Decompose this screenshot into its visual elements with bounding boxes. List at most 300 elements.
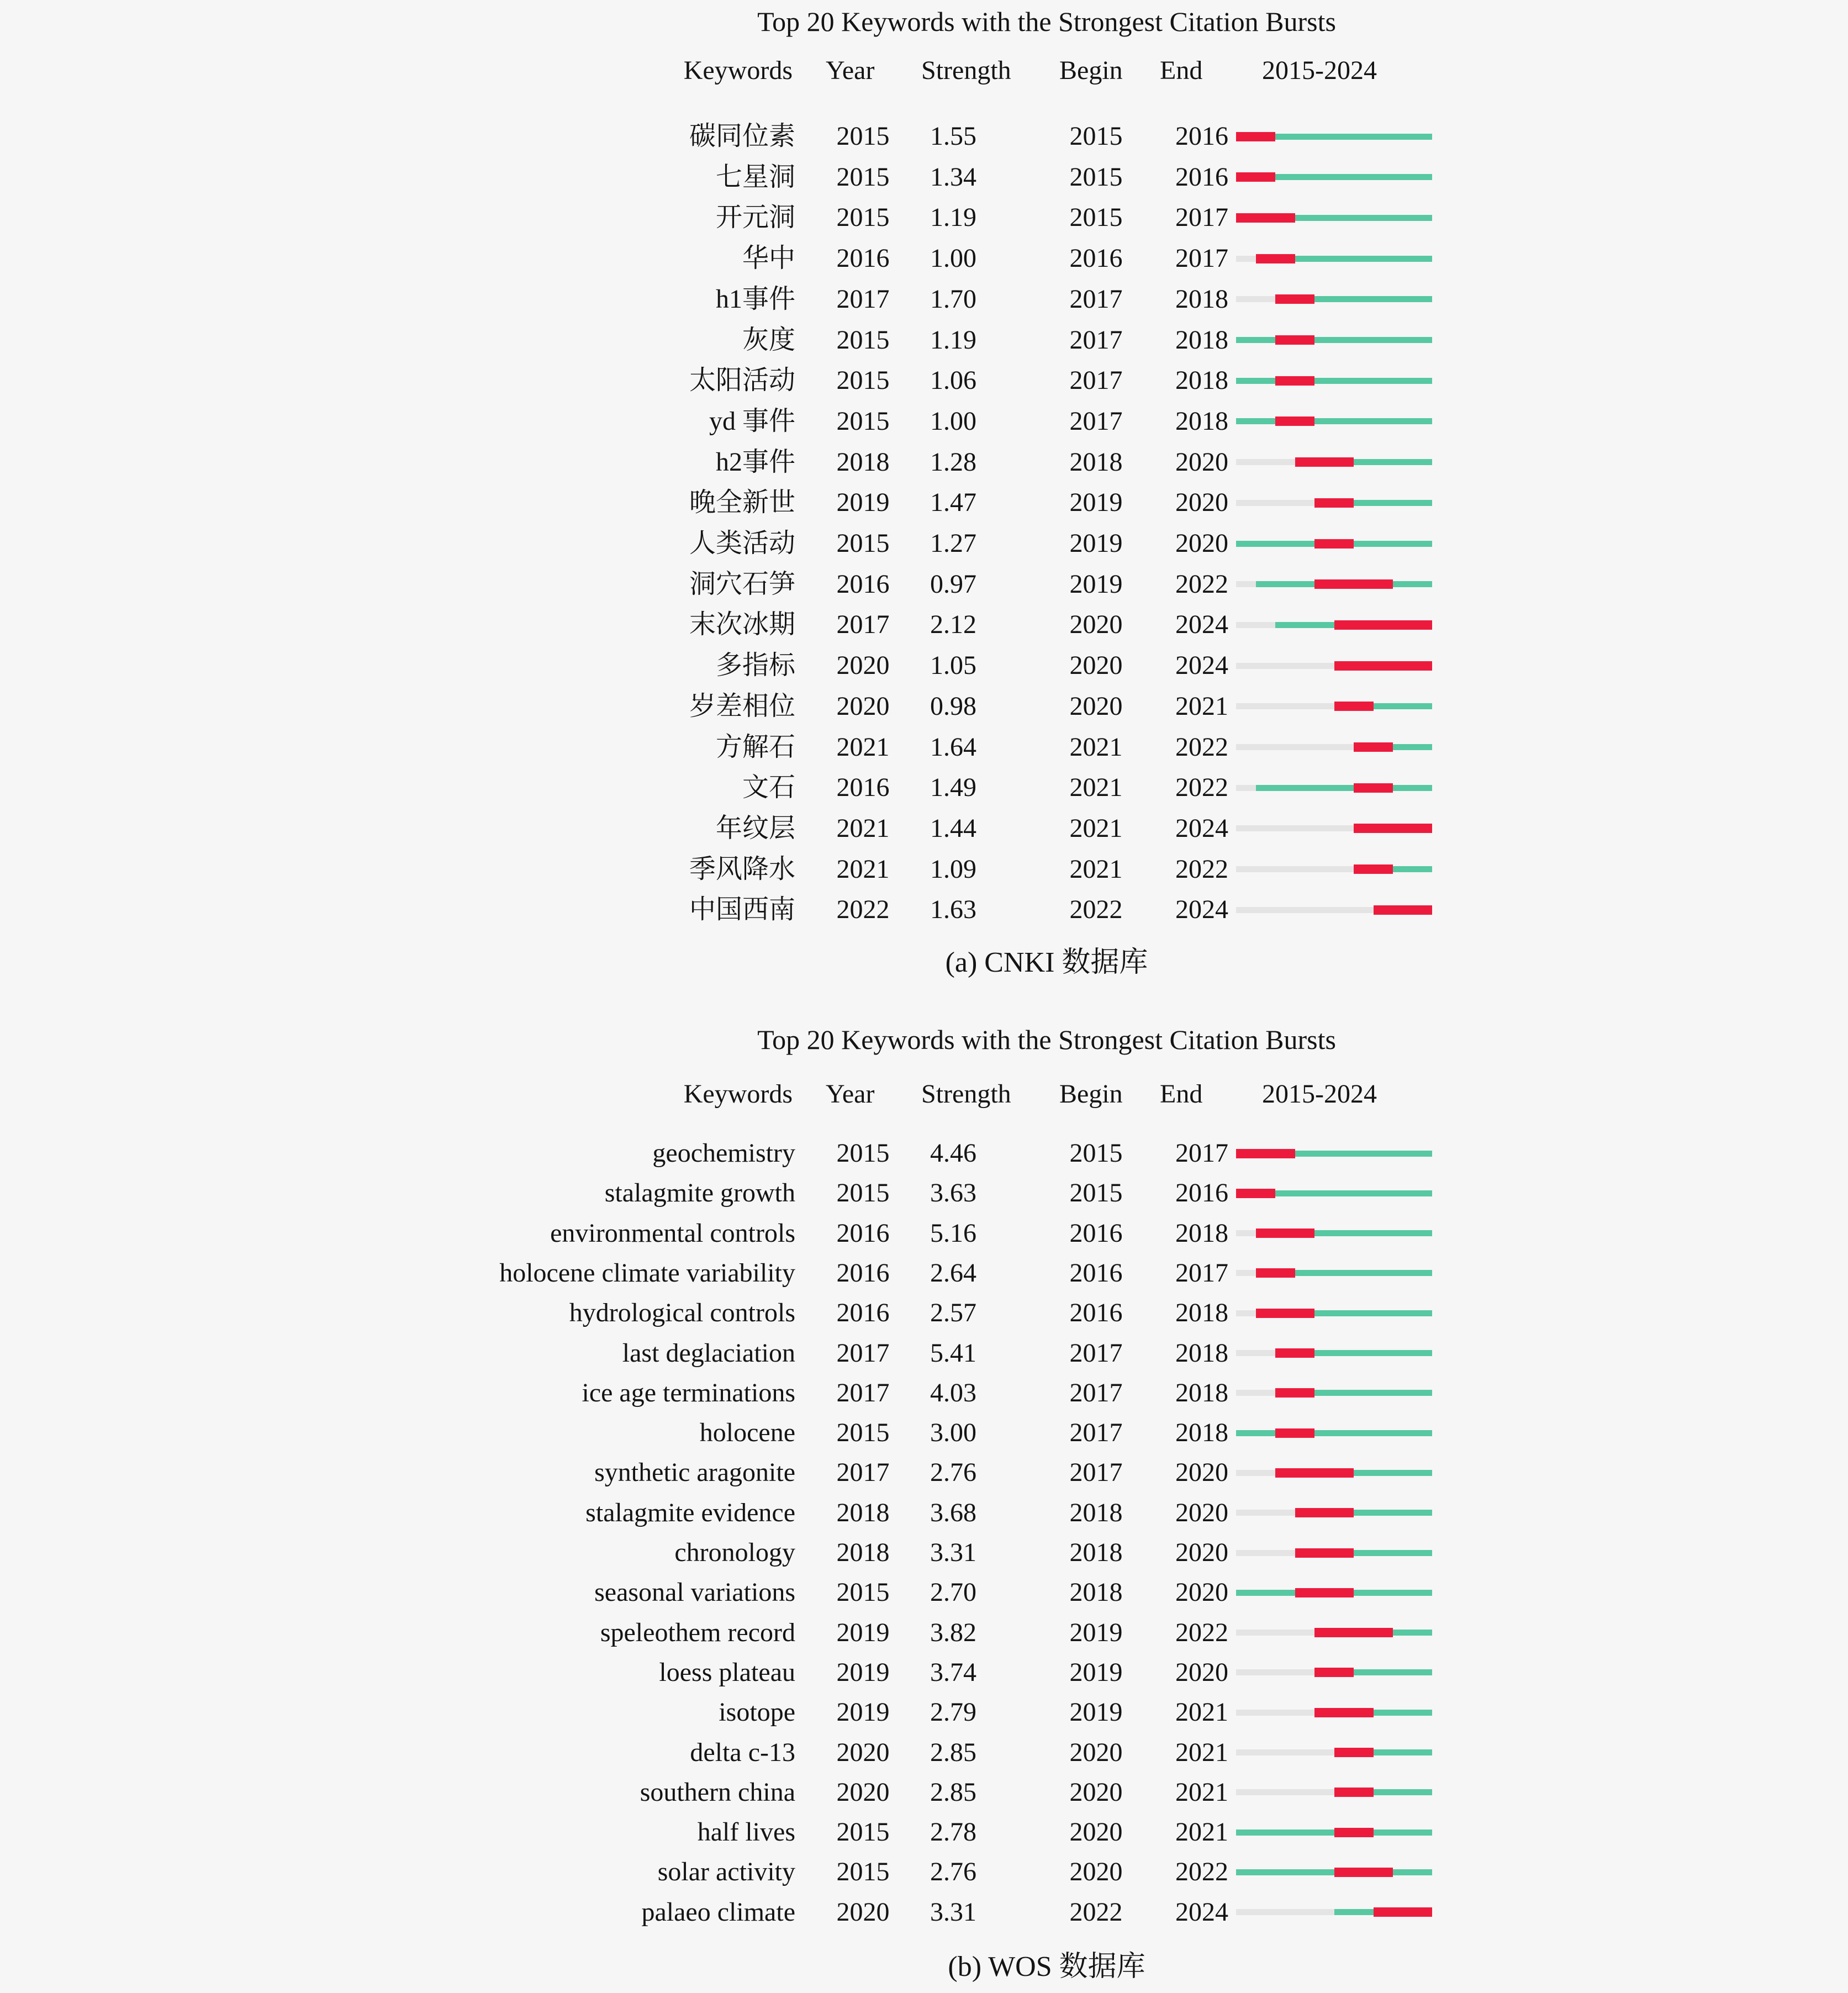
pre-appearance-segment <box>1314 663 1334 669</box>
keyword-cell: half lives <box>697 1817 795 1847</box>
burst-segment <box>1354 1708 1374 1717</box>
active-segment <box>1256 1430 1276 1436</box>
active-segment <box>1374 134 1393 140</box>
keyword-cell: synthetic aragonite <box>594 1458 795 1488</box>
active-segment <box>1393 541 1413 547</box>
panel-a-caption: (a) CNKI 数据库 <box>945 947 1148 978</box>
column-header-year: Year <box>826 1079 875 1109</box>
burst-segment <box>1256 1229 1276 1238</box>
strength-cell: 3.82 <box>930 1617 976 1647</box>
active-segment <box>1236 1829 1256 1836</box>
active-segment <box>1295 1151 1315 1157</box>
begin-cell: 2019 <box>1069 529 1123 558</box>
pre-appearance-segment <box>1314 1909 1334 1915</box>
year-cell: 2017 <box>836 610 890 640</box>
table-row <box>0 364 1848 397</box>
year-cell: 2015 <box>836 1817 890 1847</box>
year-cell: 2019 <box>836 1697 890 1727</box>
active-segment <box>1393 500 1413 506</box>
table-row <box>0 1576 1848 1609</box>
pre-appearance-segment <box>1295 1749 1315 1755</box>
active-segment <box>1334 1350 1354 1356</box>
pre-appearance-segment <box>1236 1310 1256 1316</box>
keyword-cell: 多指标 <box>715 651 795 681</box>
burst-segment <box>1354 702 1374 711</box>
active-segment <box>1413 1630 1433 1636</box>
active-segment <box>1314 1430 1334 1436</box>
year-cell: 2015 <box>836 203 890 233</box>
active-segment <box>1413 1230 1433 1236</box>
active-segment <box>1354 215 1374 221</box>
table-row <box>0 405 1848 438</box>
active-segment <box>1413 1550 1433 1556</box>
strength-cell: 1.05 <box>930 651 976 681</box>
active-segment <box>1354 1590 1374 1596</box>
pre-appearance-segment <box>1256 1909 1276 1915</box>
end-cell: 2018 <box>1175 1338 1228 1368</box>
active-segment <box>1334 174 1354 180</box>
year-cell: 2022 <box>836 895 890 925</box>
year-cell: 2020 <box>836 691 890 721</box>
strength-cell: 4.46 <box>930 1138 976 1168</box>
active-segment <box>1354 541 1374 547</box>
begin-cell: 2020 <box>1069 691 1123 721</box>
active-segment <box>1256 418 1276 424</box>
end-cell: 2020 <box>1175 1538 1228 1567</box>
active-segment <box>1393 1669 1413 1675</box>
active-segment <box>1334 1151 1354 1157</box>
burst-timeline-bar <box>1236 249 1432 268</box>
active-segment <box>1295 256 1315 262</box>
keyword-cell: isotope <box>719 1697 795 1727</box>
year-cell: 2021 <box>836 854 890 884</box>
begin-cell: 2016 <box>1069 1218 1123 1248</box>
table-row <box>0 1776 1848 1809</box>
pre-appearance-segment <box>1256 1749 1276 1755</box>
active-segment <box>1413 459 1433 465</box>
year-cell: 2021 <box>836 813 890 843</box>
table-row <box>0 1257 1848 1290</box>
active-segment <box>1236 1590 1256 1596</box>
active-segment <box>1413 1270 1433 1276</box>
strength-cell: 2.85 <box>930 1777 976 1807</box>
active-segment <box>1413 134 1433 140</box>
burst-segment <box>1314 1668 1334 1677</box>
end-cell: 2022 <box>1175 1617 1228 1647</box>
begin-cell: 2019 <box>1069 1657 1123 1687</box>
strength-cell: 2.64 <box>930 1258 976 1288</box>
burst-segment <box>1314 1548 1334 1558</box>
end-cell: 2021 <box>1175 1777 1228 1807</box>
burst-segment <box>1393 824 1413 833</box>
pre-appearance-segment <box>1314 744 1334 750</box>
begin-cell: 2015 <box>1069 162 1123 192</box>
keyword-cell: 晚全新世 <box>689 488 795 518</box>
burst-timeline-bar <box>1236 493 1432 512</box>
active-segment <box>1354 1390 1374 1396</box>
active-segment <box>1393 378 1413 384</box>
active-segment <box>1413 215 1433 221</box>
active-segment <box>1314 296 1334 302</box>
table-row <box>0 1736 1848 1769</box>
active-segment <box>1393 1749 1413 1755</box>
table-row <box>0 690 1848 723</box>
burst-timeline-bar <box>1236 1504 1432 1522</box>
active-segment <box>1314 134 1334 140</box>
burst-segment <box>1236 132 1256 141</box>
active-segment <box>1314 174 1334 180</box>
active-segment <box>1413 1190 1433 1196</box>
pre-appearance-segment <box>1236 866 1256 872</box>
active-segment <box>1413 1749 1433 1755</box>
keyword-cell: holocene climate variability <box>499 1258 795 1288</box>
year-cell: 2015 <box>836 1578 890 1607</box>
begin-cell: 2021 <box>1069 773 1123 803</box>
pre-appearance-segment <box>1314 1749 1334 1755</box>
burst-segment <box>1334 1748 1354 1757</box>
burst-timeline-bar <box>1236 1144 1432 1163</box>
burst-segment <box>1256 254 1276 263</box>
pre-appearance-segment <box>1236 1909 1256 1915</box>
pre-appearance-segment <box>1236 1710 1256 1716</box>
pre-appearance-segment <box>1236 663 1256 669</box>
burst-segment <box>1334 1668 1354 1677</box>
burst-segment <box>1334 457 1354 467</box>
table-row <box>0 1496 1848 1530</box>
active-segment <box>1314 622 1334 628</box>
active-segment <box>1374 459 1393 465</box>
begin-cell: 2017 <box>1069 1338 1123 1368</box>
burst-segment <box>1354 864 1374 874</box>
active-segment <box>1354 1350 1374 1356</box>
pre-appearance-segment <box>1314 825 1334 831</box>
table-row <box>0 1896 1848 1929</box>
active-segment <box>1354 134 1374 140</box>
strength-cell: 1.09 <box>930 854 976 884</box>
pre-appearance-segment <box>1275 1789 1295 1795</box>
pre-appearance-segment <box>1275 459 1295 465</box>
table-row <box>0 771 1848 804</box>
strength-cell: 0.98 <box>930 691 976 721</box>
pre-appearance-segment <box>1295 1630 1315 1636</box>
burst-segment <box>1314 1468 1334 1478</box>
begin-cell: 2020 <box>1069 1817 1123 1847</box>
table-row <box>0 242 1848 275</box>
active-segment <box>1354 1270 1374 1276</box>
table-row <box>0 324 1848 357</box>
strength-cell: 4.03 <box>930 1378 976 1407</box>
year-cell: 2019 <box>836 1617 890 1647</box>
strength-cell: 3.68 <box>930 1498 976 1527</box>
pre-appearance-segment <box>1236 907 1256 913</box>
year-cell: 2015 <box>836 1418 890 1448</box>
pre-appearance-segment <box>1314 907 1334 913</box>
column-header-strength: Strength <box>921 1079 1011 1109</box>
active-segment <box>1354 174 1374 180</box>
pre-appearance-segment <box>1236 825 1256 831</box>
burst-timeline-bar <box>1236 1423 1432 1442</box>
active-segment <box>1354 378 1374 384</box>
burst-segment <box>1354 1828 1374 1837</box>
active-segment <box>1314 1230 1334 1236</box>
strength-cell: 3.74 <box>930 1657 976 1687</box>
burst-timeline-bar <box>1236 168 1432 187</box>
pre-appearance-segment <box>1275 866 1295 872</box>
end-cell: 2024 <box>1175 1897 1228 1927</box>
burst-segment <box>1413 620 1433 630</box>
strength-cell: 1.00 <box>930 406 976 436</box>
column-header-end: End <box>1160 56 1203 85</box>
burst-segment <box>1393 905 1413 915</box>
keyword-cell: geochemistry <box>652 1138 795 1168</box>
burst-segment <box>1354 579 1374 589</box>
active-segment <box>1354 1230 1374 1236</box>
pre-appearance-segment <box>1334 866 1354 872</box>
burst-segment <box>1374 783 1393 793</box>
table-row <box>0 1456 1848 1489</box>
begin-cell: 2019 <box>1069 569 1123 599</box>
begin-cell: 2020 <box>1069 1737 1123 1767</box>
pre-appearance-segment <box>1275 500 1295 506</box>
active-segment <box>1374 1590 1393 1596</box>
burst-segment <box>1334 1548 1354 1558</box>
burst-segment <box>1236 1149 1256 1158</box>
year-cell: 2018 <box>836 447 890 477</box>
active-segment <box>1295 1829 1315 1836</box>
active-segment <box>1314 1390 1334 1396</box>
burst-segment <box>1275 416 1295 426</box>
pre-appearance-segment <box>1236 622 1256 628</box>
active-segment <box>1374 174 1393 180</box>
pre-appearance-segment <box>1314 1789 1334 1795</box>
column-header-year-range: 2015-2024 <box>1262 1079 1377 1109</box>
pre-appearance-segment <box>1256 907 1276 913</box>
burst-segment <box>1256 213 1276 223</box>
active-segment <box>1413 1869 1433 1875</box>
active-segment <box>1374 1430 1393 1436</box>
active-segment <box>1393 134 1413 140</box>
active-segment <box>1374 1190 1393 1196</box>
burst-segment <box>1275 1388 1295 1398</box>
burst-segment <box>1256 1149 1276 1158</box>
burst-timeline-bar <box>1236 778 1432 797</box>
burst-segment <box>1275 376 1295 386</box>
active-segment <box>1334 1909 1354 1915</box>
keyword-cell: 洞穴石笋 <box>689 569 795 599</box>
active-segment <box>1374 215 1393 221</box>
burst-segment <box>1314 579 1334 589</box>
strength-cell: 2.57 <box>930 1298 976 1328</box>
year-cell: 2016 <box>836 1298 890 1328</box>
active-segment <box>1334 256 1354 262</box>
active-segment <box>1374 1310 1393 1316</box>
active-segment <box>1393 337 1413 343</box>
burst-timeline-bar <box>1236 1304 1432 1322</box>
end-cell: 2018 <box>1175 325 1228 355</box>
burst-segment <box>1354 620 1374 630</box>
active-segment <box>1374 703 1393 709</box>
active-segment <box>1393 1550 1413 1556</box>
active-segment <box>1393 1869 1413 1875</box>
end-cell: 2024 <box>1175 895 1228 925</box>
pre-appearance-segment <box>1275 1510 1295 1516</box>
burst-segment <box>1413 824 1433 833</box>
active-segment <box>1295 1270 1315 1276</box>
active-segment <box>1374 1350 1393 1356</box>
keyword-cell: 年纹层 <box>715 813 795 843</box>
end-cell: 2022 <box>1175 773 1228 803</box>
active-segment <box>1295 581 1315 587</box>
active-segment <box>1374 418 1393 424</box>
pre-appearance-segment <box>1314 703 1334 709</box>
active-segment <box>1275 1829 1295 1836</box>
pre-appearance-segment <box>1256 500 1276 506</box>
burst-timeline-bar <box>1236 1224 1432 1243</box>
pre-appearance-segment <box>1256 663 1276 669</box>
burst-segment <box>1374 742 1393 752</box>
burst-segment <box>1314 1628 1334 1637</box>
table-row <box>0 649 1848 682</box>
strength-cell: 3.31 <box>930 1897 976 1927</box>
begin-cell: 2019 <box>1069 1697 1123 1727</box>
active-segment <box>1354 1909 1374 1915</box>
column-header-keywords: Keywords <box>683 56 793 85</box>
active-segment <box>1413 1829 1433 1836</box>
active-segment <box>1295 785 1315 791</box>
active-segment <box>1393 215 1413 221</box>
table-row <box>0 731 1848 764</box>
active-segment <box>1354 418 1374 424</box>
burst-segment <box>1374 905 1393 915</box>
burst-segment <box>1334 661 1354 671</box>
active-segment <box>1236 541 1256 547</box>
year-cell: 2021 <box>836 732 890 762</box>
burst-segment <box>1236 1189 1256 1198</box>
active-segment <box>1393 459 1413 465</box>
active-segment <box>1314 337 1334 343</box>
burst-segment <box>1334 1468 1354 1478</box>
burst-segment <box>1374 1907 1393 1917</box>
active-segment <box>1334 134 1354 140</box>
active-segment <box>1393 256 1413 262</box>
pre-appearance-segment <box>1295 1710 1315 1716</box>
end-cell: 2020 <box>1175 1498 1228 1527</box>
column-header-end: End <box>1160 1079 1203 1109</box>
begin-cell: 2018 <box>1069 447 1123 477</box>
burst-segment <box>1374 579 1393 589</box>
keyword-cell: 人类活动 <box>689 529 795 558</box>
active-segment <box>1413 1350 1433 1356</box>
active-segment <box>1413 337 1433 343</box>
end-cell: 2020 <box>1175 447 1228 477</box>
active-segment <box>1393 174 1413 180</box>
keyword-cell: holocene <box>699 1418 795 1448</box>
strength-cell: 1.55 <box>930 122 976 151</box>
burst-timeline-bar <box>1236 656 1432 675</box>
burst-segment <box>1334 539 1354 549</box>
begin-cell: 2022 <box>1069 895 1123 925</box>
active-segment <box>1295 1869 1315 1875</box>
year-cell: 2015 <box>836 122 890 151</box>
strength-cell: 3.31 <box>930 1538 976 1567</box>
pre-appearance-segment <box>1236 1550 1256 1556</box>
burst-segment <box>1413 661 1433 671</box>
table-row <box>0 1337 1848 1370</box>
end-cell: 2018 <box>1175 1298 1228 1328</box>
keyword-cell: 太阳活动 <box>689 366 795 396</box>
year-cell: 2017 <box>836 1338 890 1368</box>
burst-timeline-bar <box>1236 1863 1432 1881</box>
burst-segment <box>1374 824 1393 833</box>
burst-timeline-bar <box>1236 127 1432 146</box>
burst-segment <box>1236 172 1256 182</box>
end-cell: 2022 <box>1175 569 1228 599</box>
end-cell: 2018 <box>1175 1378 1228 1407</box>
begin-cell: 2017 <box>1069 1458 1123 1488</box>
active-segment <box>1374 1749 1393 1755</box>
end-cell: 2017 <box>1175 244 1228 273</box>
column-header-year-range: 2015-2024 <box>1262 56 1377 85</box>
table-row <box>0 1656 1848 1689</box>
keyword-cell: 季风降水 <box>689 854 795 884</box>
keyword-cell: h1事件 <box>715 284 795 314</box>
end-cell: 2018 <box>1175 1418 1228 1448</box>
keyword-cell: 碳同位素 <box>689 122 795 151</box>
pre-appearance-segment <box>1236 785 1256 791</box>
active-segment <box>1393 744 1413 750</box>
begin-cell: 2020 <box>1069 1777 1123 1807</box>
pre-appearance-segment <box>1295 825 1315 831</box>
active-segment <box>1256 581 1276 587</box>
active-segment <box>1256 378 1276 384</box>
active-segment <box>1393 1230 1413 1236</box>
begin-cell: 2017 <box>1069 284 1123 314</box>
burst-segment <box>1334 702 1354 711</box>
pre-appearance-segment <box>1256 1669 1276 1675</box>
year-cell: 2020 <box>836 651 890 681</box>
burst-timeline-bar <box>1236 1743 1432 1762</box>
table-row <box>0 283 1848 316</box>
burst-segment <box>1374 1628 1393 1637</box>
active-segment <box>1393 785 1413 791</box>
active-segment <box>1413 174 1433 180</box>
column-header-keywords: Keywords <box>683 1079 793 1109</box>
begin-cell: 2016 <box>1069 1258 1123 1288</box>
active-segment <box>1354 1151 1374 1157</box>
end-cell: 2018 <box>1175 284 1228 314</box>
strength-cell: 2.70 <box>930 1578 976 1607</box>
end-cell: 2016 <box>1175 162 1228 192</box>
keyword-cell: 七星洞 <box>715 162 795 192</box>
pre-appearance-segment <box>1236 1669 1256 1675</box>
burst-timeline-bar <box>1236 697 1432 716</box>
pre-appearance-segment <box>1295 703 1315 709</box>
burst-segment <box>1334 1868 1354 1877</box>
active-segment <box>1295 1190 1315 1196</box>
begin-cell: 2018 <box>1069 1498 1123 1527</box>
keyword-cell: 方解石 <box>715 732 795 762</box>
pre-appearance-segment <box>1275 907 1295 913</box>
burst-timeline-bar <box>1236 1663 1432 1682</box>
active-segment <box>1413 1669 1433 1675</box>
active-segment <box>1314 1350 1334 1356</box>
active-segment <box>1393 866 1413 872</box>
burst-segment <box>1314 1508 1334 1517</box>
pre-appearance-segment <box>1236 1270 1256 1276</box>
strength-cell: 1.64 <box>930 732 976 762</box>
burst-segment <box>1393 620 1413 630</box>
burst-timeline-bar <box>1236 1583 1432 1602</box>
